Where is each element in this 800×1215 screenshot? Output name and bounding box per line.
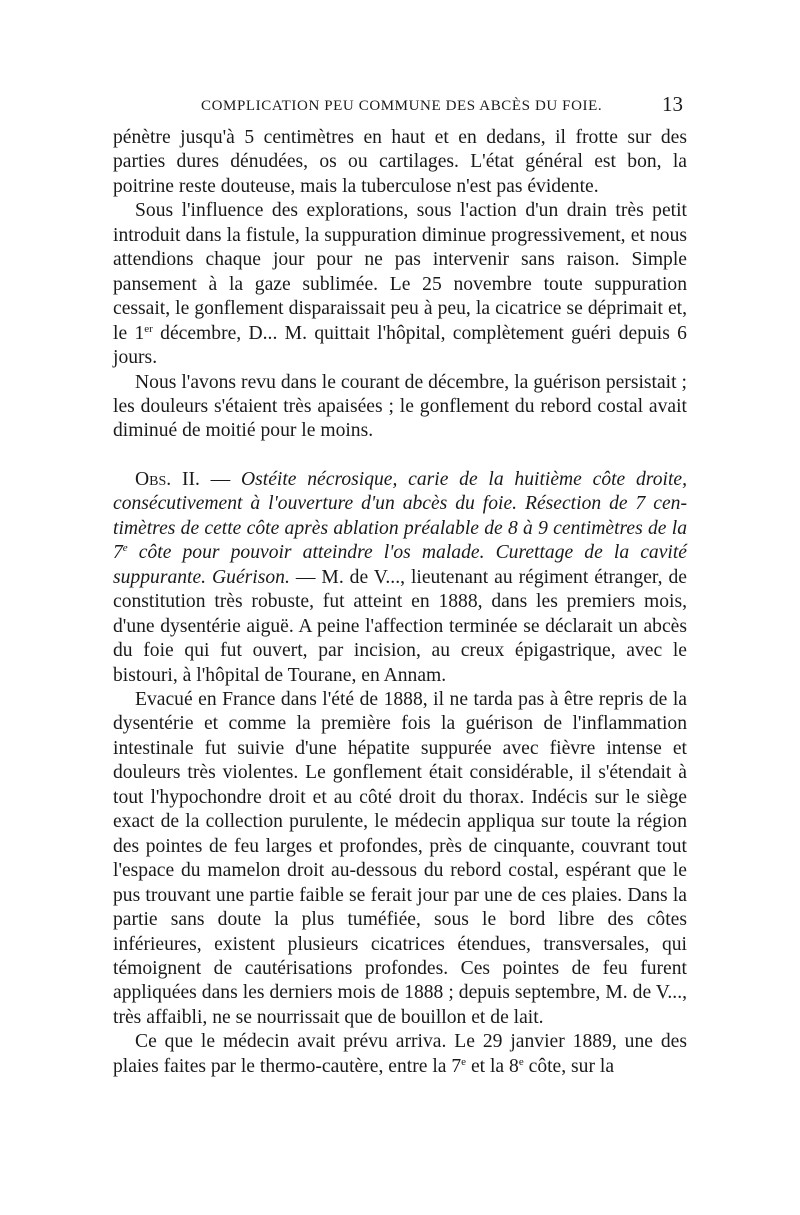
paragraph-follow-up: Nous l'avons revu dans le courant de décembre, la guérison persistait ; les douleurs s'étaient très apaisées ; le gonflement du rebord costal avait diminué de moitié pour le moins. xyxy=(113,371,687,442)
running-head xyxy=(113,92,687,120)
running-title: COMPLICATION PEU COMMUNE DES ABCÈS DU FOIE. xyxy=(201,98,603,114)
paragraph-continued: pénètre jusqu'à 5 centimètres en haut et en dedans, il frotte sur des parties dures dénudées, os ou cartilages. L'état général est bon, la poitrine reste douteuse, mais la tuberculose n'est pas évidente. xyxy=(113,127,687,197)
page-number: 13 xyxy=(662,92,683,116)
paragraph-outcome: Ce que le médecin avait prévu arriva. Le 29 janvier 1889, une des plaies faites par le thermo-cautère, entre la 7e et la 8e côte, sur la xyxy=(113,1031,687,1077)
obs-label: Obs. xyxy=(135,468,172,490)
obs-title: Ostéite nécrosique, carie de la huitième côte droite, consécutivement à l'ouverture d'un abcès du foie. Résection de 7 centimètres de cette côte après ablation préalable de 8 à 9 centimètres de la 7e côte pour pouvoir atteindre l'os malade. Curettage de la cavité suppurante. Guérison. xyxy=(113,468,687,588)
paragraph-evacuation: Evacué en France dans l'été de 1888, il ne tarda pas à être repris de la dysentérie et comme la première fois la guérison de l'inflammation intestinale fut suivie d'une hépatite suppurée avec fièvre intense et douleurs très violentes. Le gonflement était considérable, il s'étendait à tout l'hypochondre droit et au côté droit du thorax. Indécis sur le siège exact de la collection purulente, le médecin appliqua sur toute la région des pointes de feu larges et profondes, près de cinquante, couvrant tout l'espace du mamelon droit au-dessous du rebord costal, espérant que le pus trouvant une partie faible se ferait jour par une de ces plaies. Dans la partie sans doute la plus tuméfiée, sous le bord libre des côtes inférieures, existent plusieurs cicatrices étendues, transversales, qui témoignent de cautérisations profondes. Ces pointes de feu furent appliquées dans les derniers mois de 1888 ; depuis septembre, M. de V..., très affaibli, ne se nourrissait que de bouillon et de lait. xyxy=(113,688,687,1028)
paragraph-observation-2: Obs. II. — Ostéite nécrosique, carie de la huitième côte droite, consécutivement à l'ouverture d'un abcès du foie. Résection de 7 centimètres de cette côte après ablation préalable de 8 à 9 centimètres de la 7e côte pour pouvoir atteindre l'os malade. Curettage de la cavité suppurante. Guérison. — M. de V..., lieutenant au régiment étranger, de constitution très robuste, fut atteint en 1888, dans les premiers mois, d'une dysentérie aiguë. A peine l'affection terminée se déclarait un abcès du foie qui fut ouvert, par incision, au creux épigastrique, avec le bistouri, à l'hôpital de Tourane, en Annam. xyxy=(113,468,687,686)
paragraph-explorations: Sous l'influence des explorations, sous l'action d'un drain très petit introduit dans la fistule, la suppuration diminue progressivement, et nous attendions chaque jour pour ne pas intervenir sans raison. Simple pansement à la gaze sublimée. Le 25 novembre toute suppuration cessait, le gonflement disparaissait peu à peu, la cicatrice se déprimait et, le 1er décembre, D... M. quittait l'hôpital, complètement guéri depuis 6 jours. xyxy=(113,200,687,369)
body-text xyxy=(113,126,687,1079)
